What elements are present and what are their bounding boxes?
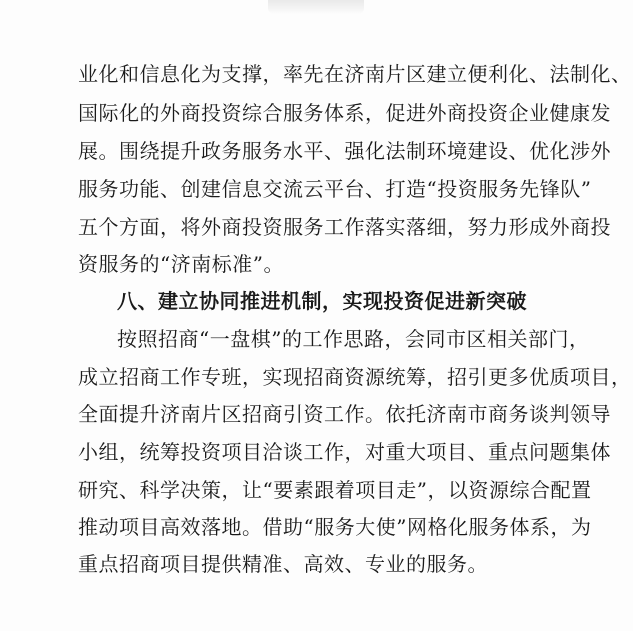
paragraph-line: 小组，统筹投资项目洽谈工作，对重大项目、重点问题集体: [78, 440, 611, 464]
paragraph-line: 重点招商项目提供精准、高效、专业的服务。: [78, 552, 488, 576]
paragraph-line: 全面提升济南片区招商引资工作。依托济南市商务谈判领导: [78, 402, 611, 426]
paragraph-line: 成立招商工作专班，实现招商资源统筹，招引更多优质项目，: [78, 365, 632, 389]
paragraph-line: 按照招商“一盘棋”的工作思路，会同市区相关部门，: [117, 327, 590, 351]
paragraph-line: 资服务的“济南标准”。: [78, 252, 284, 276]
section-heading: 八、建立协同推进机制，实现投资促进新突破: [117, 289, 527, 313]
paragraph-line: 五个方面，将外商投资服务工作落实落细，努力形成外商投: [78, 215, 611, 239]
paragraph-line: 研究、科学决策，让“要素跟着项目走”，以资源综合配置: [78, 478, 592, 502]
paragraph-line: 服务功能、创建信息交流云平台、打造“投资服务先锋队”: [78, 177, 592, 201]
paragraph-line: 推动项目高效落地。借助“服务大使”网格化服务体系，为: [78, 515, 592, 539]
scan-smudge: [268, 0, 364, 14]
paragraph-line: 展。围绕提升政务服务水平、强化法制环境建设、优化涉外: [78, 139, 611, 163]
paragraph-line: 业化和信息化为支撑，率先在济南片区建立便利化、法制化、: [78, 62, 632, 86]
paragraph-line: 国际化的外商投资综合服务体系，促进外商投资企业健康发: [78, 101, 611, 125]
